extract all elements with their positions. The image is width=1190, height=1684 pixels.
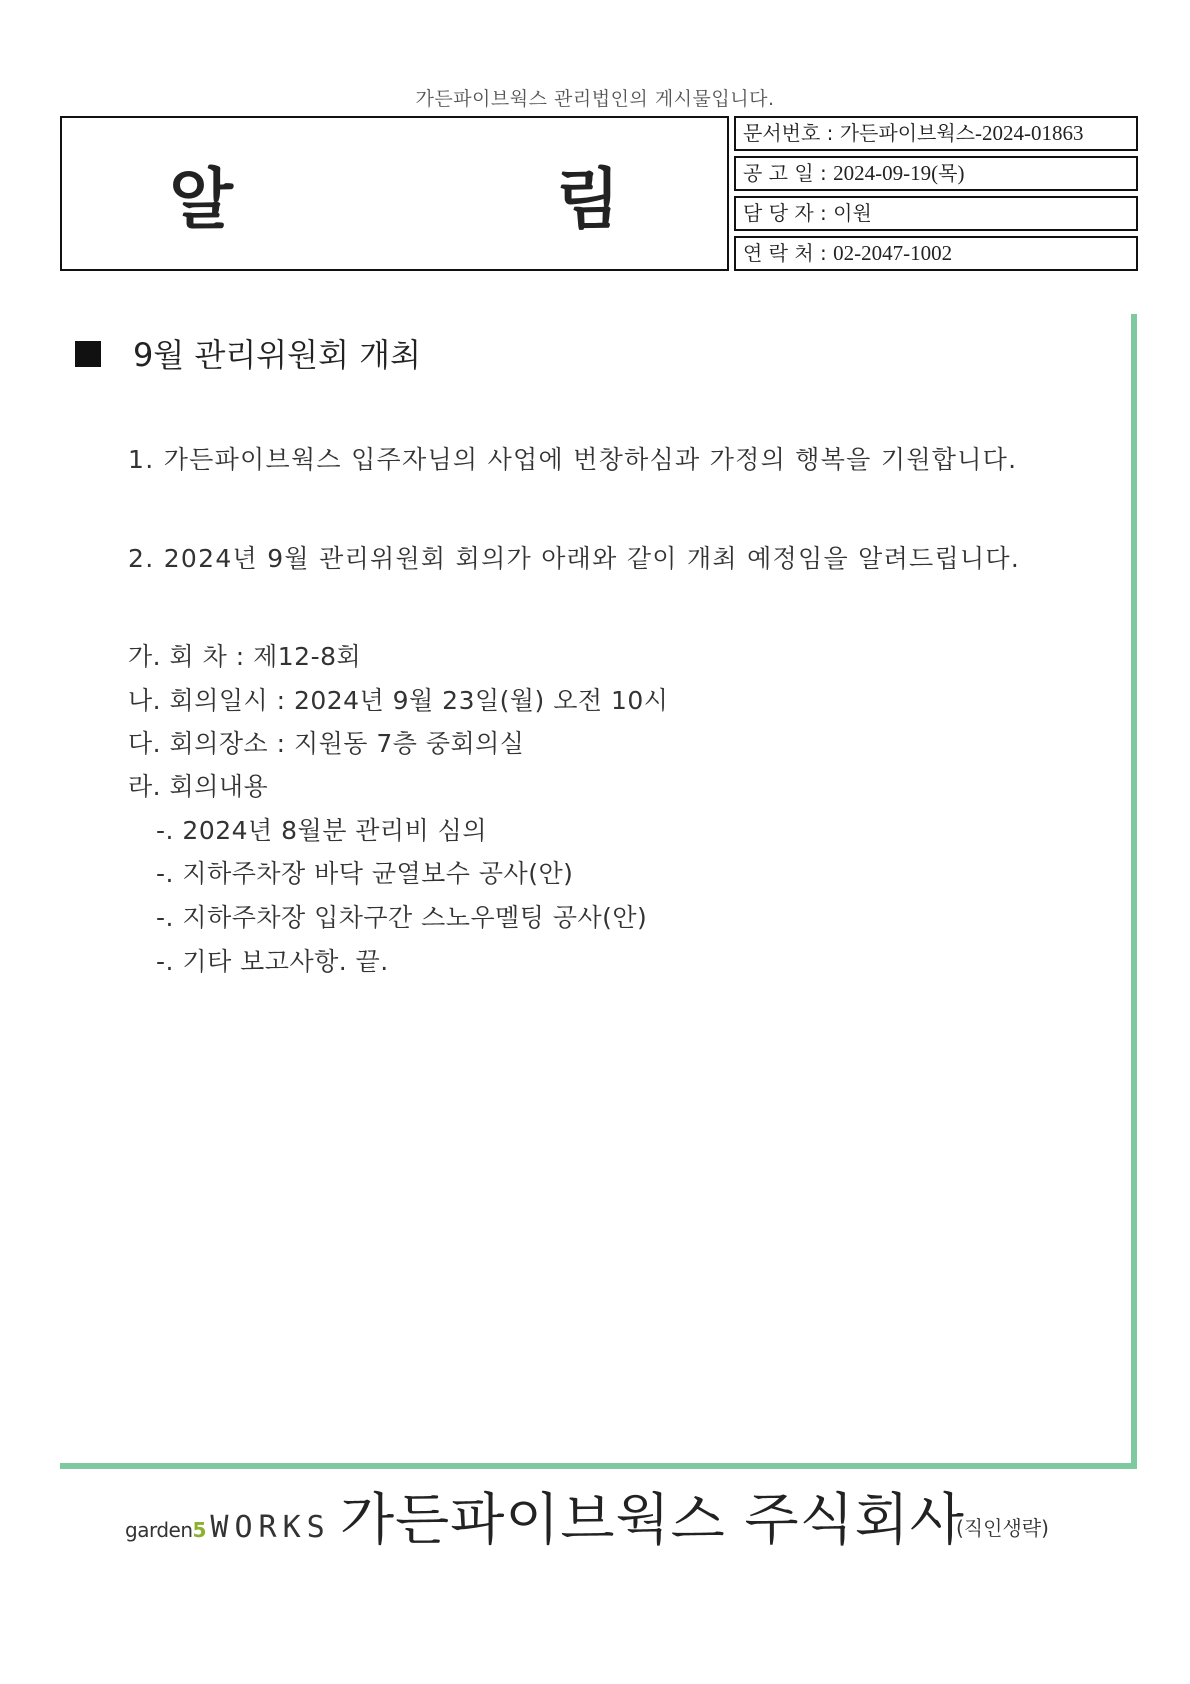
manager-value: 이원 xyxy=(833,201,872,225)
top-note: 가든파이브웍스 관리법인의 게시물입니다. xyxy=(415,88,775,110)
notice-date-row xyxy=(734,156,1138,191)
manager-label: 담 당 자 : xyxy=(743,201,834,225)
company-name: 가든파이브웍스 주식회사 xyxy=(340,1488,965,1553)
sub-list-item: -. 지하주차장 바닥 균열보수 공사(안) xyxy=(156,859,574,888)
sub-list-item: -. 지하주차장 입차구간 스노우멜팅 공사(안) xyxy=(156,903,648,932)
square-bullet-icon xyxy=(75,341,101,367)
section-heading xyxy=(75,330,421,376)
notice-date-label: 공 고 일 : xyxy=(743,161,834,185)
green-border-right xyxy=(1131,314,1137,1469)
list-item: 나. 회의일시 : 2024년 9월 23일(월) 오전 10시 xyxy=(128,686,669,715)
contact-label: 연 락 처 : xyxy=(743,241,834,265)
paragraph: 1. 가든파이브웍스 입주자님의 사업에 번창하심과 가정의 행복을 기원합니다. xyxy=(128,445,1018,474)
contact-row xyxy=(734,236,1138,271)
contact-value: 02-2047-1002 xyxy=(833,241,953,265)
list-item: 가. 회 차 : 제12-8회 xyxy=(128,642,362,671)
doc-number-prefix: 가든파이브웍스 xyxy=(839,121,975,145)
notice-date-value: 2024-09-19( xyxy=(833,161,939,185)
notice-date-day: 목 xyxy=(938,161,958,185)
sub-list-item: -. 기타 보고사항. 끝. xyxy=(156,947,389,976)
company-logo xyxy=(125,1510,331,1545)
sub-list-item: -. 2024년 8월분 관리비 심의 xyxy=(156,816,487,845)
list-item: 다. 회의장소 : 지원동 7층 중회의실 xyxy=(128,729,525,758)
logo-garden: garden xyxy=(125,1518,193,1542)
list-item: 라. 회의내용 xyxy=(128,772,269,801)
section-heading-text: 9월 관리위원회 개최 xyxy=(133,336,421,374)
paragraph: 2. 2024년 9월 관리위원회 회의가 아래와 같이 개최 예정임을 알려드립니다. xyxy=(128,544,1021,573)
seal-note: (직인생략) xyxy=(956,1516,1049,1540)
green-border-bottom xyxy=(60,1463,1137,1469)
notice-title: 알 림 xyxy=(169,161,770,238)
title-box xyxy=(60,116,770,271)
doc-number-value: -2024-01863 xyxy=(974,121,1084,145)
manager-row xyxy=(734,196,1138,231)
notice-date-close: ) xyxy=(957,161,965,185)
logo-works: WORKS xyxy=(210,1510,331,1545)
doc-number-row xyxy=(734,116,1138,151)
logo-five: 5 xyxy=(192,1518,207,1542)
doc-number-label: 문서번호 : xyxy=(743,121,840,145)
